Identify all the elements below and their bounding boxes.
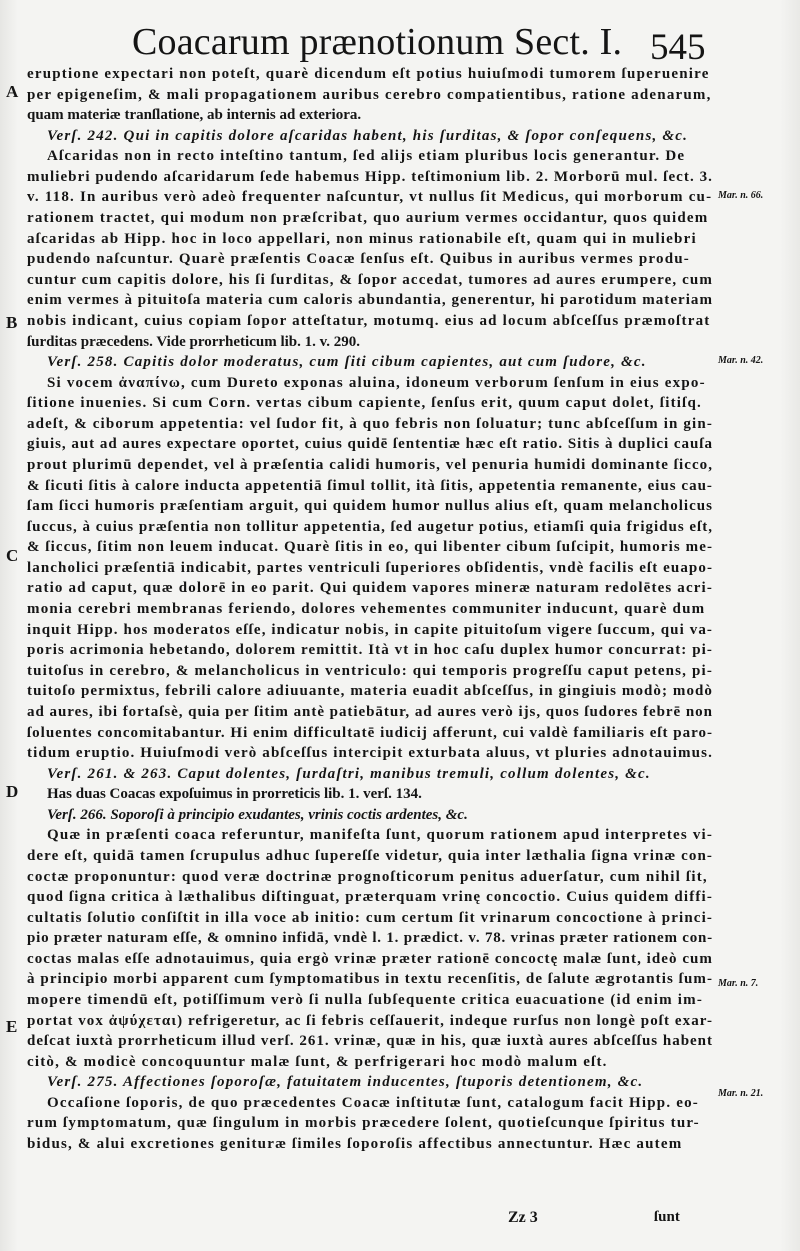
text-line: per epigeneſim, & mali propagationem auribus cerebro compatientibus, ratione adenarum,	[27, 86, 712, 103]
text-line: quod ſigna critica à læthalibus diſtinguat, præterquam vrinę concoctio. Cuius quidem diffi-	[27, 889, 713, 906]
text-line: cultatis ſolutio conſiſtit in illa voce ab initio: cum certum ſit vrinarum concoctione à princi-	[27, 909, 713, 926]
text-line: rationem tractet, qui modum non præſcribat, quo aurium vermes occidantur, quos quidem	[27, 210, 709, 227]
margin-letter: C	[6, 546, 19, 565]
text-line: poris acrimonia hebetando, dolorem remittit. Ità vt in hoc caſu duplex humor concurrat: pi-	[27, 642, 713, 659]
text-line: & ſiccus, ſitim non leuem inducat. Quarè ſitis in eo, qui libenter cibum ſuſcipit, humoris me-	[27, 539, 713, 556]
text-line: adeſt, & ciborum appetentia: vel ſudor fit, à quo febris non ſoluatur; tunc abſceſſum in gin-	[27, 415, 713, 432]
text-line: coctæ proponuntur: quod veræ doctrinæ prognoſticorum penitus aduerſatur, cum nihil ſit,	[27, 868, 708, 885]
text-line: mopere timendū eſt, potiſſimum verò ſi nulla ſubſequente critica euacuatione (id enim im-	[27, 992, 704, 1009]
text-line: tidum eruptio. Huiuſmodi verò abſceſſus intercipit exturbata aluus, vt pluries adnotauimus.	[27, 745, 713, 762]
text-line: Aſcaridas non in recto inteſtino tantum, ſed alijs etiam pluribus locis generantur. De	[47, 148, 686, 165]
text-line: prout plurimū dependet, vel à præſentia calidi humoris, vel penuria humidi dominante ſicco,	[27, 456, 713, 473]
text-line: ſoluentes concomitabantur. Hi enim difficultatē iudicij afferunt, cui valdè familiaris eſt paro-	[27, 724, 713, 741]
text-line: ſurditas præcedens. Vide prorrheticum lib. 1. v. 290.	[27, 333, 361, 350]
margin-note: Mar. n. 21.	[718, 1088, 764, 1099]
text-line: monia cerebri membranas feriendo, dolores vehementes communiter inducunt, quarè dum	[27, 601, 706, 618]
text-line: tuitoſus in cerebro, & melancholicus in ventriculo: qui temporis progreſſu caput petens, pi-	[27, 662, 713, 679]
text-line: Has duas Coacas expoſuimus in prorreticis lib. 1. verſ. 134.	[47, 786, 422, 803]
text-line: dere eſt, quidā tamen ſcrupulus adhuc ſupereſſe videtur, quia inter læthalia ſigna vrinæ con-	[27, 847, 713, 864]
text-line: ſam ſicci humoris præſentiam arguit, qui quidem humor nullus alius eſt, quam melancholicus	[27, 498, 713, 515]
text-line: deſcat iuxtà prorrheticum illud verſ. 261. vrinæ, quæ in his, quæ iuxtà aures abſceſſus habent	[27, 1033, 713, 1050]
verse-heading: Verſ. 261. & 263. Caput dolentes, ſurdaſtri, manibus tremuli, collum dolentes, &c.	[47, 765, 651, 782]
catchword: ſunt	[654, 1209, 680, 1225]
page-number: 545	[650, 27, 706, 68]
text-line: muliebri pudendo aſcaridarum ſede habemus Hipp. teſtimonium lib. 2. Morborū mul. ſect. 3.	[27, 168, 713, 185]
text-line: Quæ in præſenti coaca referuntur, manifeſta ſunt, quorum rationem apud interpretes vi-	[47, 827, 713, 844]
text-line: nobis indicant, cuius copiam ſopor atteſtatur, motumq. eius ad locum abſceſſus præmoſtrat	[27, 312, 711, 329]
text-line: rum ſymptomatum, quæ ſingulum in morbis præcedere ſolent, quotieſcunque ſpiritus tur-	[27, 1115, 700, 1132]
margin-note: Mar. n. 42.	[718, 355, 764, 366]
margin-note: Mar. n. 7.	[718, 978, 759, 989]
running-title: Coacarum prænotionum Sect. I.	[132, 21, 623, 63]
text-line: inquit Hipp. hos moderatos eſſe, indicatur nobis, in capite pituitoſum vigere ſuccum, qui va-	[27, 621, 713, 638]
text-line: cuntur cum capitis dolore, his ſi ſurditas, & ſopor accedat, tumores ad aures erumpere, cum	[27, 271, 713, 288]
text-line: quam materiæ tranſlatione, ab internis ad exteriora.	[27, 107, 362, 124]
text-line: ratio ad caput, quæ dolorē in eo parit. Qui quidem vapores mineræ naturam redolētes acri-	[27, 580, 713, 597]
text-line: Si vocem ἀναπίνω, cum Dureto exponas aluina, idoneum verborum ſenſum in eius expo-	[47, 374, 706, 391]
signature-mark: Zz 3	[508, 1209, 538, 1226]
text-line: enim vermes à pituitoſa materia cum caloris abundantia, generentur, hi parotidum materiam	[27, 292, 713, 309]
verse-heading: Verſ. 258. Capitis dolor moderatus, cum ſiti cibum capientes, aut cum ſudore, &c.	[47, 354, 647, 371]
text-line: Occaſione ſoporis, de quo præcedentes Coacæ inſtitutæ ſunt, catalogum facit Hipp. eo-	[47, 1094, 699, 1111]
margin-letter: D	[6, 782, 19, 801]
text-line: ſitione inuenies. Si cum Corn. vertas cibum capiente, ſenſus erit, quum caput dolet, ſitiſq.	[27, 395, 702, 412]
body-text	[27, 64, 713, 1155]
text-line: pudendo naſcuntur. Quarè præſentis Coacæ ſenſus eſt. Quibus in auribus vermes produ-	[27, 251, 690, 268]
text-line: à principio morbi apparent cum ſymptomatibus in textu recenſitis, de ſalute ægrotantis ſum-	[27, 971, 713, 988]
text-line: eruptione expectari non poteſt, quarè dicendum eſt potius huiuſmodi tumorem ſuperuenire	[27, 66, 710, 82]
text-line: portat vox ἀψύχεται) refrigeretur, ac ſi febris ceſſauerit, indeque rurſus non longè poſt exar-	[27, 1012, 713, 1029]
text-line: tuitoſo permixtus, febrili calore adiuuante, materia euadit abſceſſus, in gingiuis modò; modò	[27, 683, 713, 700]
verse-heading: Verſ. 275. Affectiones ſoporoſæ, fatuitatem inducentes, ſtuporis detentionem, &c.	[47, 1074, 644, 1091]
text-line: v. 118. In auribus verò adeò frequenter naſcuntur, vt nullus ſit Medicus, qui morborum cu-	[27, 189, 713, 206]
text-line: aſcaridas ab Hipp. hoc in loco appellari, non minus rationabile eſt, quam qui in muliebri	[27, 230, 697, 247]
text-line: coctas malas eſſe adnotauimus, quia ergò vrinæ præter rationē concoctę malæ ſunt, ideò cum	[27, 950, 713, 967]
text-line: pio præter naturam eſſe, & omnino infidā, vndè l. 1. prædict. v. 78. vrinas præter rationem con-	[27, 930, 713, 947]
text-line: citò, & modicè concoquuntur malæ ſunt, & perfrigerari hoc modò malum eſt.	[27, 1053, 608, 1070]
verse-heading: Verſ. 242. Qui in capitis dolore aſcaridas habent, his ſurditas, & ſopor conſequens, &c.	[47, 127, 689, 144]
text-line: bidus, & alui excretiones genituræ ſimiles ſoporoſis affectibus annectuntur. Hæc autem	[27, 1136, 683, 1153]
text-line: ſuccus, à cuius præſentia non tollitur appetentia, ſed augetur potius, etiamſi quia frigidus eſt,	[27, 518, 713, 535]
text-line: & ſicuti ſitis à calore inducta appetentiā ſimul tollit, ità ſitis, appetentia remanente, eius cau-	[27, 477, 713, 494]
margin-letter: B	[6, 313, 18, 332]
verse-heading: Verſ. 266. Soporoſi à principio exudantes, vrinis coctis ardentes, &c.	[47, 806, 468, 823]
text-line: giuis, aut ad aures expectare oportet, cuius quidē ſententiæ hæc eſt ratio. Sitis à duplici cauſa	[27, 436, 713, 453]
margin-note: Mar. n. 66.	[718, 190, 764, 201]
text-line: lancholici præſentiā indicabit, partes ventriculi ſuperiores obſidentis, vndè facilis eſt euapo-	[27, 559, 713, 576]
margin-letter: A	[6, 82, 19, 101]
margin-letter: E	[6, 1017, 18, 1036]
text-line: ad aures, ibi fortaſsè, quia per ſitim antè patiebātur, ad aures verò ijs, quos ſudores febrē non	[27, 703, 713, 720]
